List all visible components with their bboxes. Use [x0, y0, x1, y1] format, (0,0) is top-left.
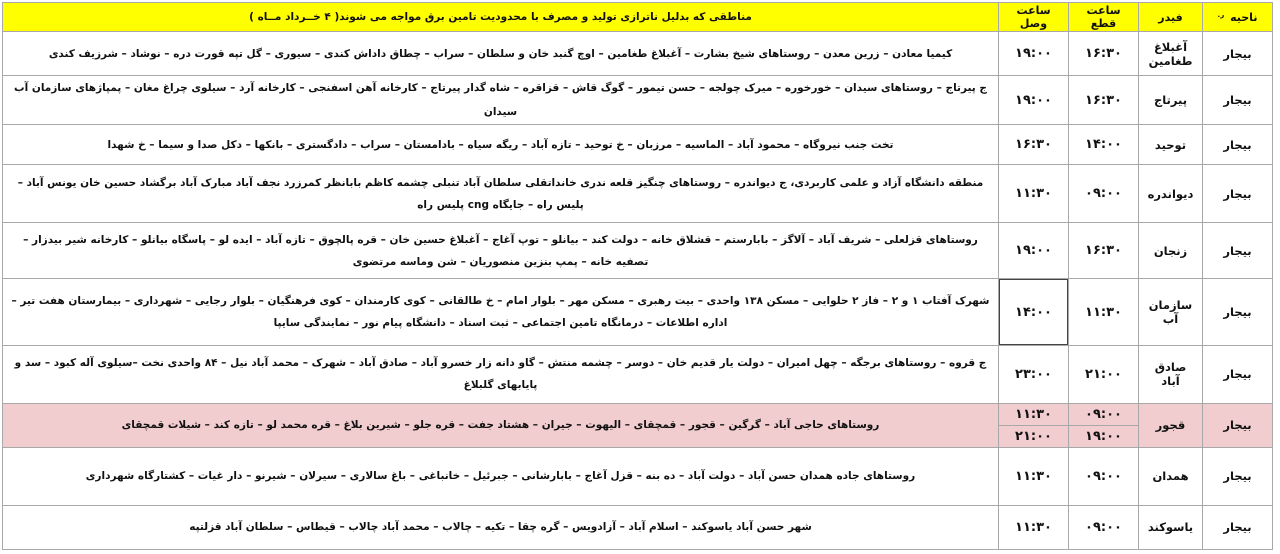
feeder-cell: سازمان آب: [1139, 279, 1203, 345]
areas-cell: روستاهای حاجی آباد – گرگین – قجور – قمچقای – الیهوت – جیران – هشتاد جفت – قره جلو – شیرین بلاغ – قره محمد لو – تازه کند – شیلات قمچقای: [3, 403, 999, 447]
areas-cell: روستاهای جاده همدان حسن آباد – دولت آباد – ده بنه – قزل آغاج – بابارشانی – جبرئیل – خانباغی – باغ سالاری – سیرلان – شیرنو – دار غیات – کشتارگاه شهرداری: [3, 447, 999, 505]
connect-time-cell: ۱۱:۳۰: [999, 505, 1069, 549]
areas-cell: شهرک آفتاب ۱ و ۲ – فاز ۲ حلوایی – مسکن ۱۳۸ واحدی – بیت رهبری – مسکن مهر – بلوار امام – خ طالقانی – کوی کارمندان – کوی فرهنگیان – بلوار رجایی – شهرداری – بیمارستان هفت تیر – اداره اطلاعات – درمانگاه تامین اجتماعی – ثبت اسناد – دانشگاه پیام نور – نمایندگی سایپا: [3, 279, 999, 345]
cut-time-cell: ۱۱:۳۰: [1069, 279, 1139, 345]
connect-time-cell-second: ۲۱:۰۰: [999, 425, 1069, 447]
cut-time-cell: ۰۹:۰۰: [1069, 403, 1139, 425]
feeder-cell: آغبلاغ طغامین: [1139, 32, 1203, 76]
cut-time-cell: ۱۶:۳۰: [1069, 223, 1139, 279]
region-cell: بیجار: [1203, 76, 1273, 125]
feeder-cell: پیرتاج: [1139, 76, 1203, 125]
outage-table: [2, 2, 1273, 550]
table-row: [3, 223, 1273, 279]
cut-time-cell: ۰۹:۰۰: [1069, 505, 1139, 549]
areas-cell: ج پیرتاج – روستاهای سیدان – خورخوره – میرک چولجه – حسن تیمور – گوگ قاش – قزاقره – شاه گدار پیرتاج – کارخانه آهن اسفنجی – کارخانه آرد – سیلوی چراغ مغان – پمپاژهای سازمان آب سیدان: [3, 76, 999, 125]
feeder-cell: یاسوکند: [1139, 505, 1203, 549]
table-row: [3, 279, 1273, 345]
feeder-cell: قجور: [1139, 403, 1203, 447]
table-row: [3, 32, 1273, 76]
header-num-label: ر.: [1217, 10, 1225, 19]
connect-time-cell: ۱۴:۰۰: [999, 279, 1069, 345]
cut-time-cell-second: ۱۹:۰۰: [1069, 425, 1139, 447]
table-row: [3, 345, 1273, 403]
areas-cell: منطقه دانشگاه آزاد و علمی کاربردی، ج دیواندره – روستاهای چنگیز قلعه ندری خانداتقلی سلطان آباد تنبلی چشمه کاظم بابانظر کمرزرد نجف آباد مبارک آباد برگشاد حسین خان یونس آباد – پلیس راه – جایگاه cng پلیس راه: [3, 165, 999, 223]
connect-time-cell: ۱۹:۰۰: [999, 32, 1069, 76]
connect-time-cell: ۱۹:۰۰: [999, 76, 1069, 125]
region-cell: بیجار: [1203, 279, 1273, 345]
table-row: [3, 76, 1273, 125]
header-region: [1203, 3, 1273, 32]
region-cell: بیجار: [1203, 345, 1273, 403]
areas-cell: ج قروه – روستاهای برجگه – چهل امیران – دولت یار قدیم خان – دوسر – چشمه منتش – گاو دانه زار خسرو آباد – صادق آباد – شهرک – محمد آباد نیل – ۸۴ واحدی نخت –سیلوی آله کبود – سد و پایابهای گلبلاغ: [3, 345, 999, 403]
cut-time-cell: ۰۹:۰۰: [1069, 447, 1139, 505]
areas-cell: تخت جنب نیروگاه – محمود آباد – الماسیه – مرزبان – خ توحید – تازه آباد – ریگه سیاه – بادامستان – سراب – دادگستری – بانکها – دکل صدا و سیما – خ شهدا: [3, 125, 999, 165]
cut-time-cell: ۱۶:۳۰: [1069, 32, 1139, 76]
cut-time-cell: ۱۴:۰۰: [1069, 125, 1139, 165]
header-areas: مناطقی که بدلیل ناترازی تولید و مصرف با محدودیت تامین برق مواجه می شوند( ۴ خــرداد مــاه ): [3, 3, 999, 32]
areas-cell: روستاهای قزلعلی – شریف آباد – آلاگز – بابارستم – قشلاق خانه – دولت کند – بیانلو – توپ آغاج – آغبلاغ حسین خان – قره پالچوق – تازه آباد – ایده لو – پاسگاه بیانلو – کارخانه شیر بیدزار – تصفیه خانه – پمپ بنزین منصوریان – شن وماسه مرتضوی: [3, 223, 999, 279]
header-region-label: ناحیه: [1230, 10, 1258, 24]
header-feeder: فیدر: [1139, 3, 1203, 32]
region-cell: بیجار: [1203, 447, 1273, 505]
areas-cell: شهر حسن آباد یاسوکند – اسلام آباد – آزادویس – گره چقا – تکیه – چالاب – محمد آباد چالاب – قیطاس – سلطان آباد قزلتپه: [3, 505, 999, 549]
connect-time-cell: ۱۱:۳۰: [999, 403, 1069, 425]
feeder-cell: زنجان: [1139, 223, 1203, 279]
region-cell: بیجار: [1203, 505, 1273, 549]
table-row-highlighted: [3, 403, 1273, 425]
table-row: [3, 505, 1273, 549]
region-cell: بیجار: [1203, 403, 1273, 447]
table-row: [3, 125, 1273, 165]
feeder-cell: دیواندره: [1139, 165, 1203, 223]
connect-time-cell: ۲۳:۰۰: [999, 345, 1069, 403]
cut-time-cell: ۲۱:۰۰: [1069, 345, 1139, 403]
cut-time-cell: ۱۶:۳۰: [1069, 76, 1139, 125]
connect-time-cell: ۱۶:۳۰: [999, 125, 1069, 165]
areas-cell: کیمیا معادن – زرین معدن – روستاهای شیخ بشارت – آغبلاغ طغامین – اوچ گنبد خان و سلطان – سراب – چطاق داداش کندی – سیوری – گل تپه قورت دره – نوشاد – شرزیف کندی: [3, 32, 999, 76]
table-row: [3, 447, 1273, 505]
region-cell: بیجار: [1203, 32, 1273, 76]
header-cut-time: ساعت قطع: [1069, 3, 1139, 32]
feeder-cell: صادق آباد: [1139, 345, 1203, 403]
connect-time-cell: ۱۹:۰۰: [999, 223, 1069, 279]
feeder-cell: همدان: [1139, 447, 1203, 505]
connect-time-cell: ۱۱:۳۰: [999, 165, 1069, 223]
header-connect-time: ساعت وصل: [999, 3, 1069, 32]
region-cell: بیجار: [1203, 223, 1273, 279]
connect-time-cell: ۱۱:۳۰: [999, 447, 1069, 505]
table-row: [3, 165, 1273, 223]
feeder-cell: توحید: [1139, 125, 1203, 165]
cut-time-cell: ۰۹:۰۰: [1069, 165, 1139, 223]
region-cell: بیجار: [1203, 165, 1273, 223]
header-row: [3, 3, 1273, 32]
region-cell: بیجار: [1203, 125, 1273, 165]
